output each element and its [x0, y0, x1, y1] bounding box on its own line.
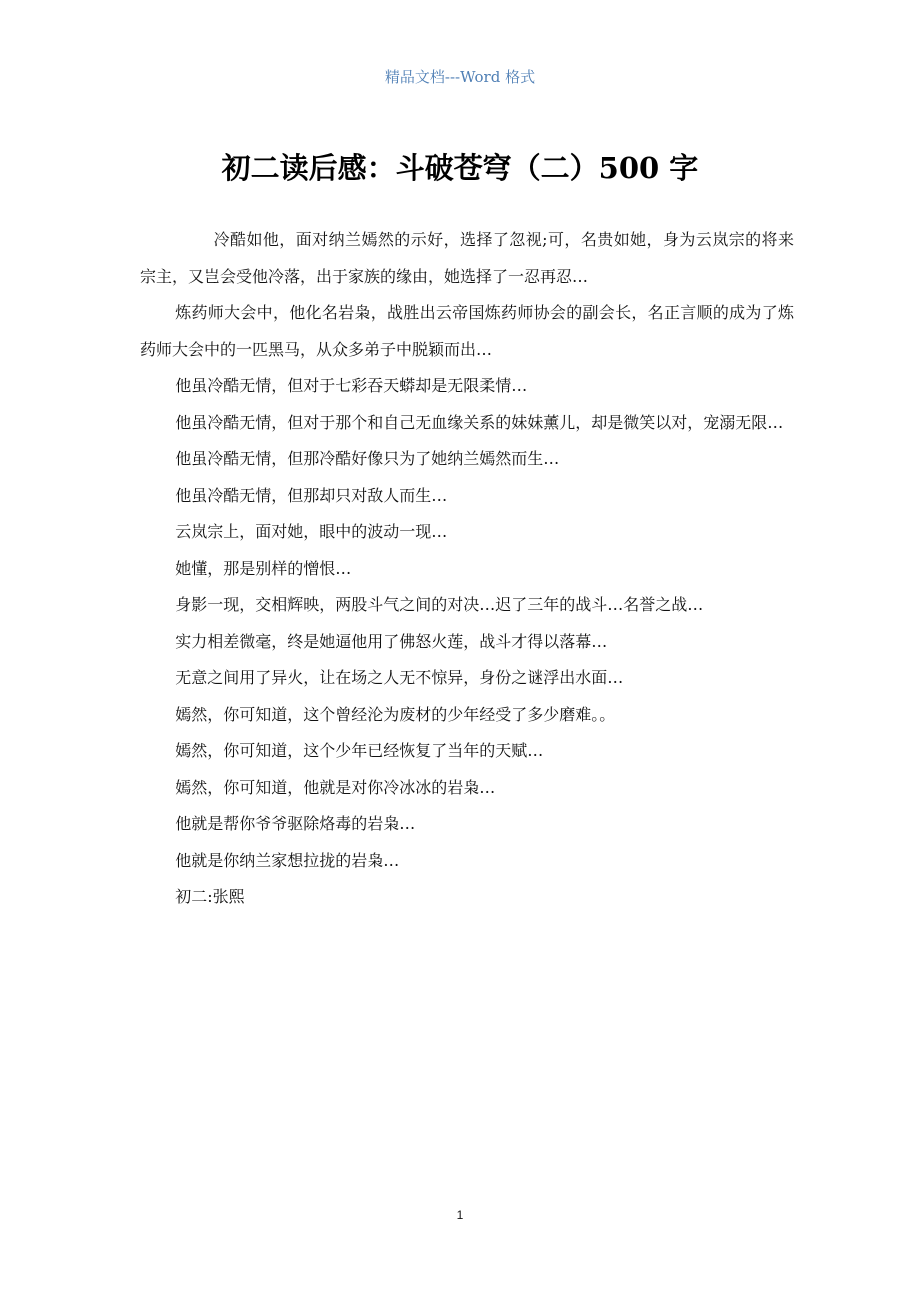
page-number: 1 — [456, 1208, 464, 1222]
document-title: 初二读后感：斗破苍穹（二）500 字 — [221, 151, 699, 185]
paragraph: 他虽冷酷无情，但那却只对敌人而生… — [175, 485, 448, 505]
paragraph: 他虽冷酷无情，但那冷酷好像只为了她纳兰嫣然而生… — [175, 449, 560, 468]
paragraph: 无意之间用了异火，让在场之人无不惊异，身份之谜浮出水面… — [175, 668, 624, 687]
paragraph: 嫣然，你可知道，他就是对你冷冰冰的岩枭… — [175, 777, 496, 797]
paragraph: 她懂，那是别样的憎恨… — [175, 558, 352, 578]
paragraph: 他就是你纳兰家想拉拢的岩枭… — [175, 850, 400, 870]
paragraph: 嫣然，你可知道，这个曾经沦为废材的少年经受了多少磨难。。 — [175, 704, 616, 724]
page-header: 精品文档---Word 格式 — [384, 68, 536, 86]
paragraph: 冷酷如他，面对纳兰嫣然的示好，选择了忽视;可，名贵如她，身为云岚宗的将来宗主，又岂会受他冷落，出于家族的缘由，她选择了一忍再忍… — [140, 230, 794, 286]
paragraph: 身影一现，交相辉映，两股斗气之间的对决…迟了三年的战斗…名誉之战… — [175, 595, 704, 614]
paragraph: 炼药师大会中，他化名岩枭，战胜出云帝国炼药师协会的副会长，名正言顺的成为了炼药师大会中的一匹黑马，从众多弟子中脱颖而出… — [140, 303, 794, 359]
paragraph: 云岚宗上，面对她，眼中的波动一现… — [175, 522, 448, 541]
author-line: 初二:张熙 — [175, 887, 245, 906]
document-body — [140, 222, 794, 916]
paragraph: 他虽冷酷无情，但对于那个和自己无血缘关系的妹妹薰儿，却是微笑以对，宠溺无限… — [175, 412, 784, 432]
paragraph: 他虽冷酷无情，但对于七彩吞天蟒却是无限柔情… — [175, 376, 528, 395]
paragraph: 嫣然，你可知道，这个少年已经恢复了当年的天赋… — [175, 741, 544, 760]
paragraph: 他就是帮你爷爷驱除烙毒的岩枭… — [175, 814, 416, 833]
paragraph: 实力相差微毫，终是她逼他用了佛怒火莲，战斗才得以落幕… — [175, 631, 608, 651]
